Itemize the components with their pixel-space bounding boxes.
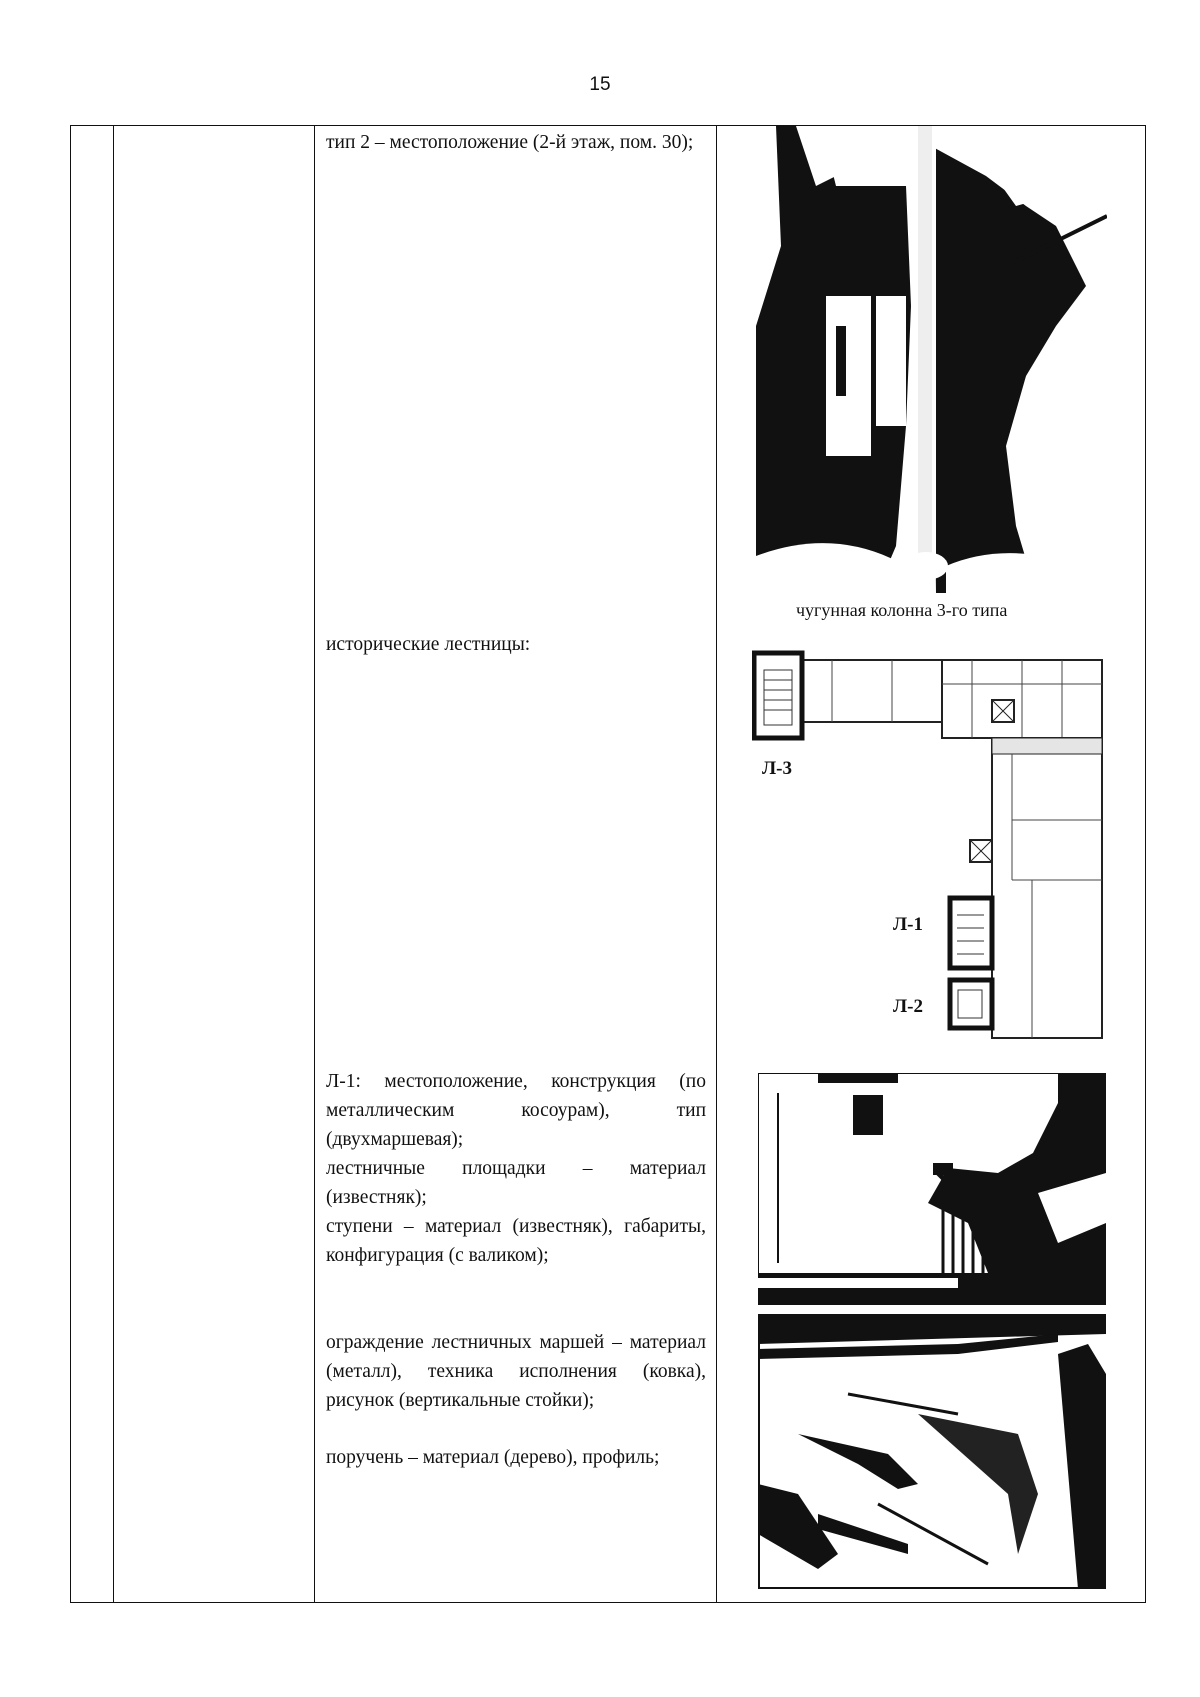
railing-text: ограждение лестничных маршей – материал (металл), техника исполнения (ковка), рисунок (вертикальные стойки); — [326, 1332, 706, 1411]
handrail-text: поручень – материал (дерево), профиль; — [326, 1447, 660, 1468]
column-divider-1 — [113, 126, 114, 1602]
plan-label-l3: Л-3 — [762, 758, 792, 779]
column-photo-caption: чугунная колонна 3-го типа — [796, 600, 1008, 620]
column-photo — [756, 126, 1107, 593]
column-divider-2 — [314, 126, 315, 1602]
landings-text: лестничные площадки – материал (известняк); — [326, 1158, 706, 1208]
column-divider-3 — [716, 126, 717, 1602]
steps-text: ступени – материал (известняк), габариты, конфигурация (с валиком); — [326, 1216, 706, 1266]
plan-label-l1: Л-1 — [893, 914, 923, 935]
railing-photo — [758, 1314, 1106, 1589]
historic-stairs-text: исторические лестницы: — [326, 634, 531, 655]
column-type-text: тип 2 – местоположение (2-й этаж, пом. 30); — [326, 132, 694, 153]
staircase-photo — [758, 1073, 1106, 1305]
floor-plan — [752, 640, 1107, 1040]
plan-label-l2: Л-2 — [893, 996, 923, 1017]
l1-location-text: Л-1: местоположение, конструкция (по металлическим косоурам), тип (двухмаршевая); — [326, 1071, 706, 1150]
page-number: 15 — [589, 74, 611, 95]
